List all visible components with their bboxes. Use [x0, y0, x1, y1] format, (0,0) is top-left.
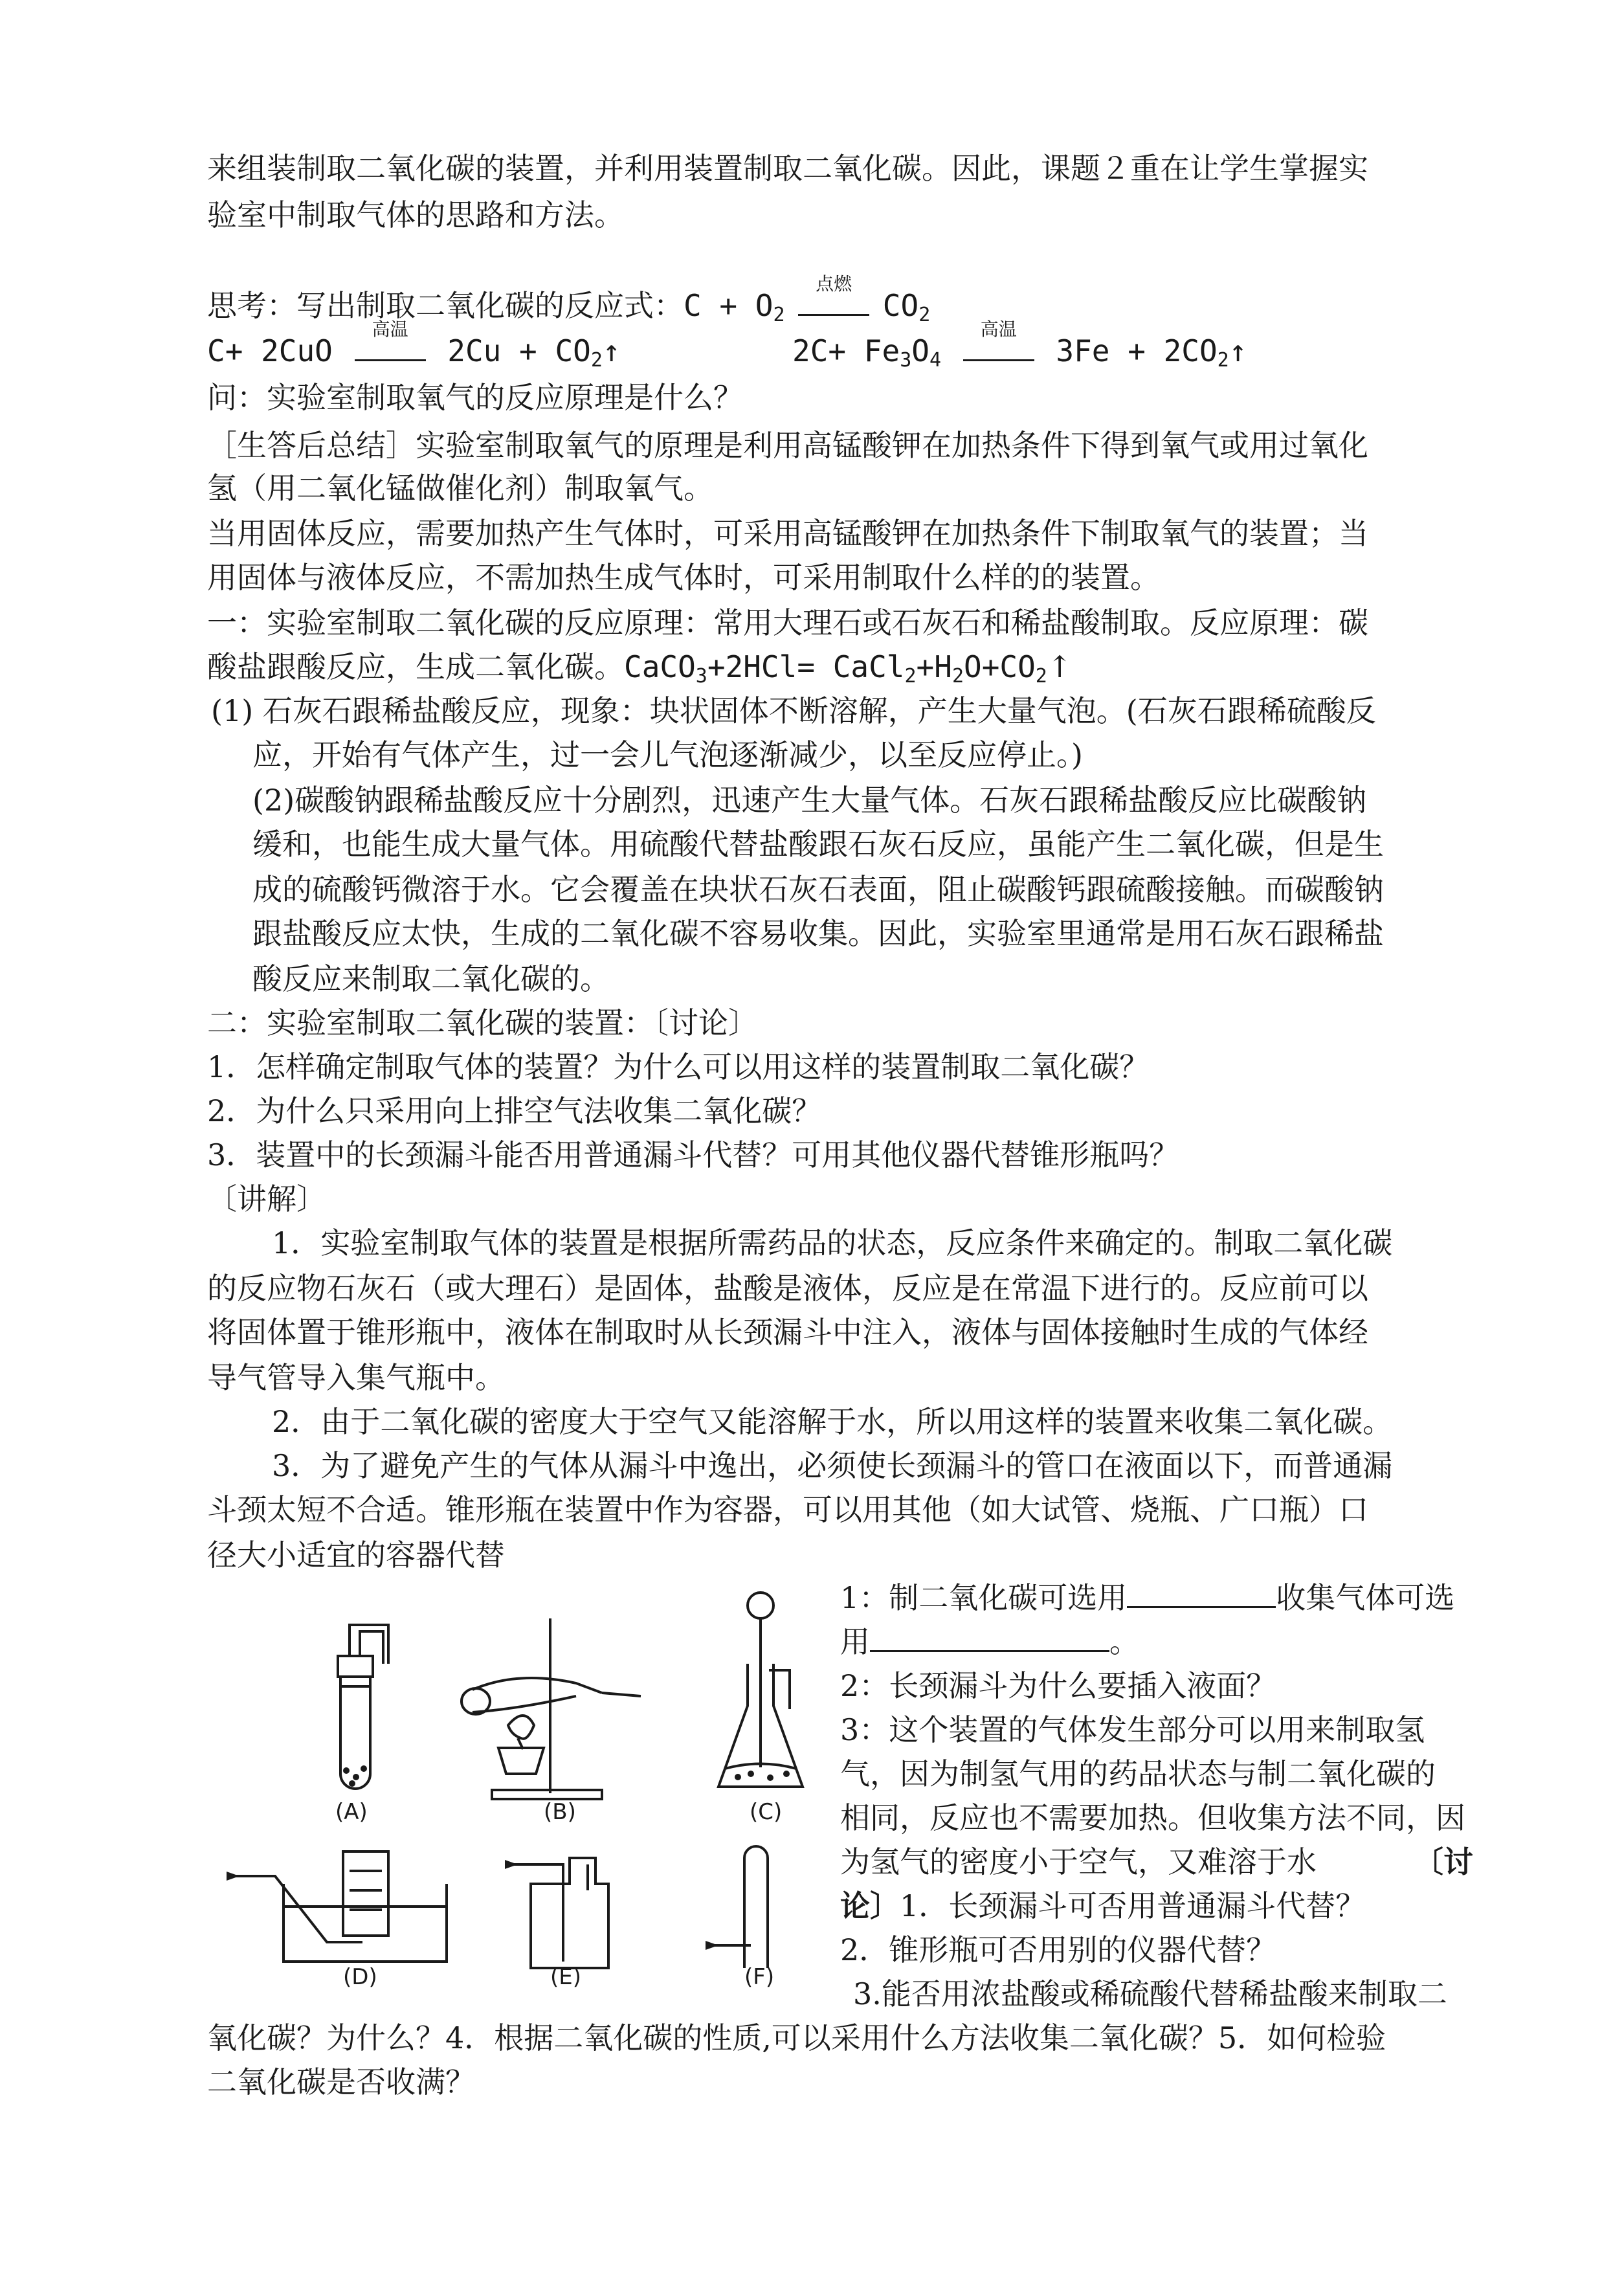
answer-blank[interactable] — [870, 1624, 1109, 1652]
apparatus-b-heating — [462, 1618, 641, 1799]
apparatus-c-flask — [718, 1593, 803, 1787]
figure-label-f: (F) — [744, 1964, 775, 1987]
figure-label-d: (D) — [343, 1964, 377, 1987]
figure-label-b: (B) — [544, 1799, 576, 1825]
text-line: 当用固体反应，需要加热产生气体时，可采用高锰酸钾在加热条件下制取氧气的装置；当 — [207, 516, 1368, 551]
figure-label-c: (C) — [750, 1799, 783, 1825]
question-line: 3：这个装置的气体发生部分可以用来制取氢 — [840, 1712, 1425, 1747]
text-line: 径大小适宜的容器代替 — [207, 1538, 505, 1572]
section-heading: 二：实验室制取二氧化碳的装置：〔讨论〕 — [207, 1005, 758, 1040]
gas-arrow-icon: ↑ — [1229, 333, 1247, 368]
arrow-icon — [706, 1941, 718, 1950]
question-line: 气，因为制氢气用的药品状态与制二氧化碳的 — [840, 1756, 1436, 1791]
text-line: 酸反应来制取二氧化碳的。 — [252, 961, 610, 996]
question-line: 用 。 — [840, 1624, 1139, 1659]
text-line: 二氧化碳是否收满？ — [207, 2064, 475, 2099]
reaction-condition: 高温 — [355, 340, 426, 361]
apparatus-f-inverted-tube — [706, 1846, 768, 1968]
text-line: 验室中制取气体的思路和方法。 — [207, 197, 624, 232]
text-line: 将固体置于锥形瓶中，液体在制取时从长颈漏斗中注入，液体与固体接触时生成的气体经 — [207, 1315, 1368, 1350]
think-prefix: 思考：写出制取二氧化碳的反应式： — [207, 288, 684, 323]
text-line: 跟盐酸反应太快，生成的二氧化碳不容易收集。因此，实验室里通常是用石灰石跟稀盐 — [252, 916, 1384, 951]
apparatus-e-collecting-bottle — [505, 1858, 608, 1968]
text-line: 的反应物石灰石（或大理石）是固体，盐酸是液体，反应是在常温下进行的。反应前可以 — [207, 1271, 1368, 1306]
equation-line: C+ 2CuO 高温 $2Cu + CO_2↑$ $2C+ Fe_3O_4$ 高温 $3Fe + 2CO_2↑$ — [207, 319, 1247, 372]
text-line: (1) 石灰石跟稀盐酸反应，现象：块状固体不断溶解，产生大量气泡。(石灰石跟稀硫酸反 — [211, 693, 1376, 728]
text-line: 氢（用二氧化锰做催化剂）制取氧气。 — [207, 471, 713, 506]
question-line: 3.能否用浓盐酸或稀硫酸代替稀盐酸来制取二 — [853, 1976, 1447, 2011]
question-line: 2：长颈漏斗为什么要插入液面？ — [840, 1668, 1276, 1703]
question-line: 1：制二氧化碳可选用 收集气体可选 — [840, 1580, 1455, 1615]
apparatus-d-water-trough — [227, 1851, 447, 1962]
text-line: 导气管导入集气瓶中。 — [207, 1360, 505, 1395]
text-line: 用固体与液体反应，不需加热生成气体时，可采用制取什么样的的装置。 — [207, 560, 1160, 595]
gas-arrow-icon: ↑ — [602, 333, 621, 368]
question-line: 相同，反应也不需要加热。但收集方法不同，因 — [840, 1800, 1465, 1835]
text-line: 缓和，也能生成大量气体。用硫酸代替盐酸跟石灰石反应，虽能产生二氧化碳，但是生 — [252, 827, 1384, 862]
text-line: 成的硫酸钙微溶于水。它会覆盖在块状石灰石表面，阻止碳酸钙跟硫酸接触。而碳酸钠 — [252, 872, 1384, 907]
reaction-condition: 点燃 — [798, 295, 869, 316]
think-equation-line: 思考：写出制取二氧化碳的反应式：$C + O_2$ 点燃 $CO_2$ — [207, 273, 931, 326]
apparatus-a-test-tube — [338, 1625, 388, 1789]
discussion-item: 2．为什么只采用向上排空气法收集二氧化碳？ — [207, 1093, 822, 1128]
text-line: 来组装制取二氧化碳的装置，并利用装置制取二氧化碳。因此，课题２重在让学生掌握实 — [207, 151, 1368, 186]
figure-label-e: (E) — [550, 1964, 582, 1987]
eq-right: CO — [882, 288, 919, 323]
figure-label-a: (A) — [335, 1799, 368, 1825]
text-line: ［生答后总结］实验室制取氧气的原理是利用高锰酸钾在加热条件下得到氧气或用过氧化 — [207, 428, 1368, 463]
text-line: 酸盐跟酸反应，生成二氧化碳。CaCO$_3$+2HCl= $CaCl_2+H_2O+CO_2↑$ — [207, 649, 1073, 688]
text-line: 问：实验室制取氧气的反应原理是什么？ — [207, 380, 743, 415]
apparatus-figure — [214, 1580, 835, 1987]
question-line: 为氢气的密度小于空气，又难溶于水 〔讨 — [840, 1844, 1473, 1879]
text-line: 斗颈太短不合适。锥形瓶在装置中作为容器，可以用其他（如大试管、烧瓶、广口瓶）口 — [207, 1492, 1368, 1527]
gas-arrow-icon: ↑ — [1047, 649, 1073, 684]
eq-left: C + O — [684, 288, 773, 323]
text-line: 氧化碳？为什么？4．根据二氧化碳的性质,可以采用什么方法收集二氧化碳？5．如何检验 — [207, 2020, 1386, 2055]
arrow-icon — [505, 1860, 518, 1869]
answer-blank[interactable] — [1127, 1580, 1276, 1608]
text-line: 应，开始有气体产生，过一会儿气泡逐渐减少，以至反应停止。) — [252, 737, 1083, 772]
text-line: 3．为了避免产生的气体从漏斗中逸出，必须使长颈漏斗的管口在液面以下，而普通漏 — [272, 1448, 1393, 1483]
text-line: (2)碳酸钠跟稀盐酸反应十分剧烈，迅速产生大量气体。石灰石跟稀盐酸反应比碳酸钠 — [252, 783, 1367, 818]
text-line: 1．实验室制取气体的装置是根据所需药品的状态，反应条件来确定的。制取二氧化碳 — [272, 1225, 1393, 1260]
question-line: 2．锥形瓶可否用别的仪器代替？ — [840, 1932, 1276, 1967]
text-line: 2．由于二氧化碳的密度大于空气又能溶解于水，所以用这样的装置来收集二氧化碳。 — [272, 1404, 1393, 1439]
discussion-item: 1．怎样确定制取气体的装置？为什么可以用这样的装置制取二氧化碳？ — [207, 1049, 1150, 1084]
question-line: 论〕1．长颈漏斗可否用普通漏斗代替？ — [840, 1888, 1366, 1923]
arrow-icon — [227, 1872, 239, 1881]
discussion-item: 3．装置中的长颈漏斗能否用普通漏斗代替？可用其他仪器代替锥形瓶吗？ — [207, 1137, 1179, 1172]
text-line: 一：实验室制取二氧化碳的反应原理：常用大理石或石灰石和稀盐酸制取。反应原理：碳 — [207, 605, 1368, 640]
section-heading: 〔讲解〕 — [207, 1181, 326, 1216]
reaction-condition: 高温 — [963, 340, 1034, 361]
